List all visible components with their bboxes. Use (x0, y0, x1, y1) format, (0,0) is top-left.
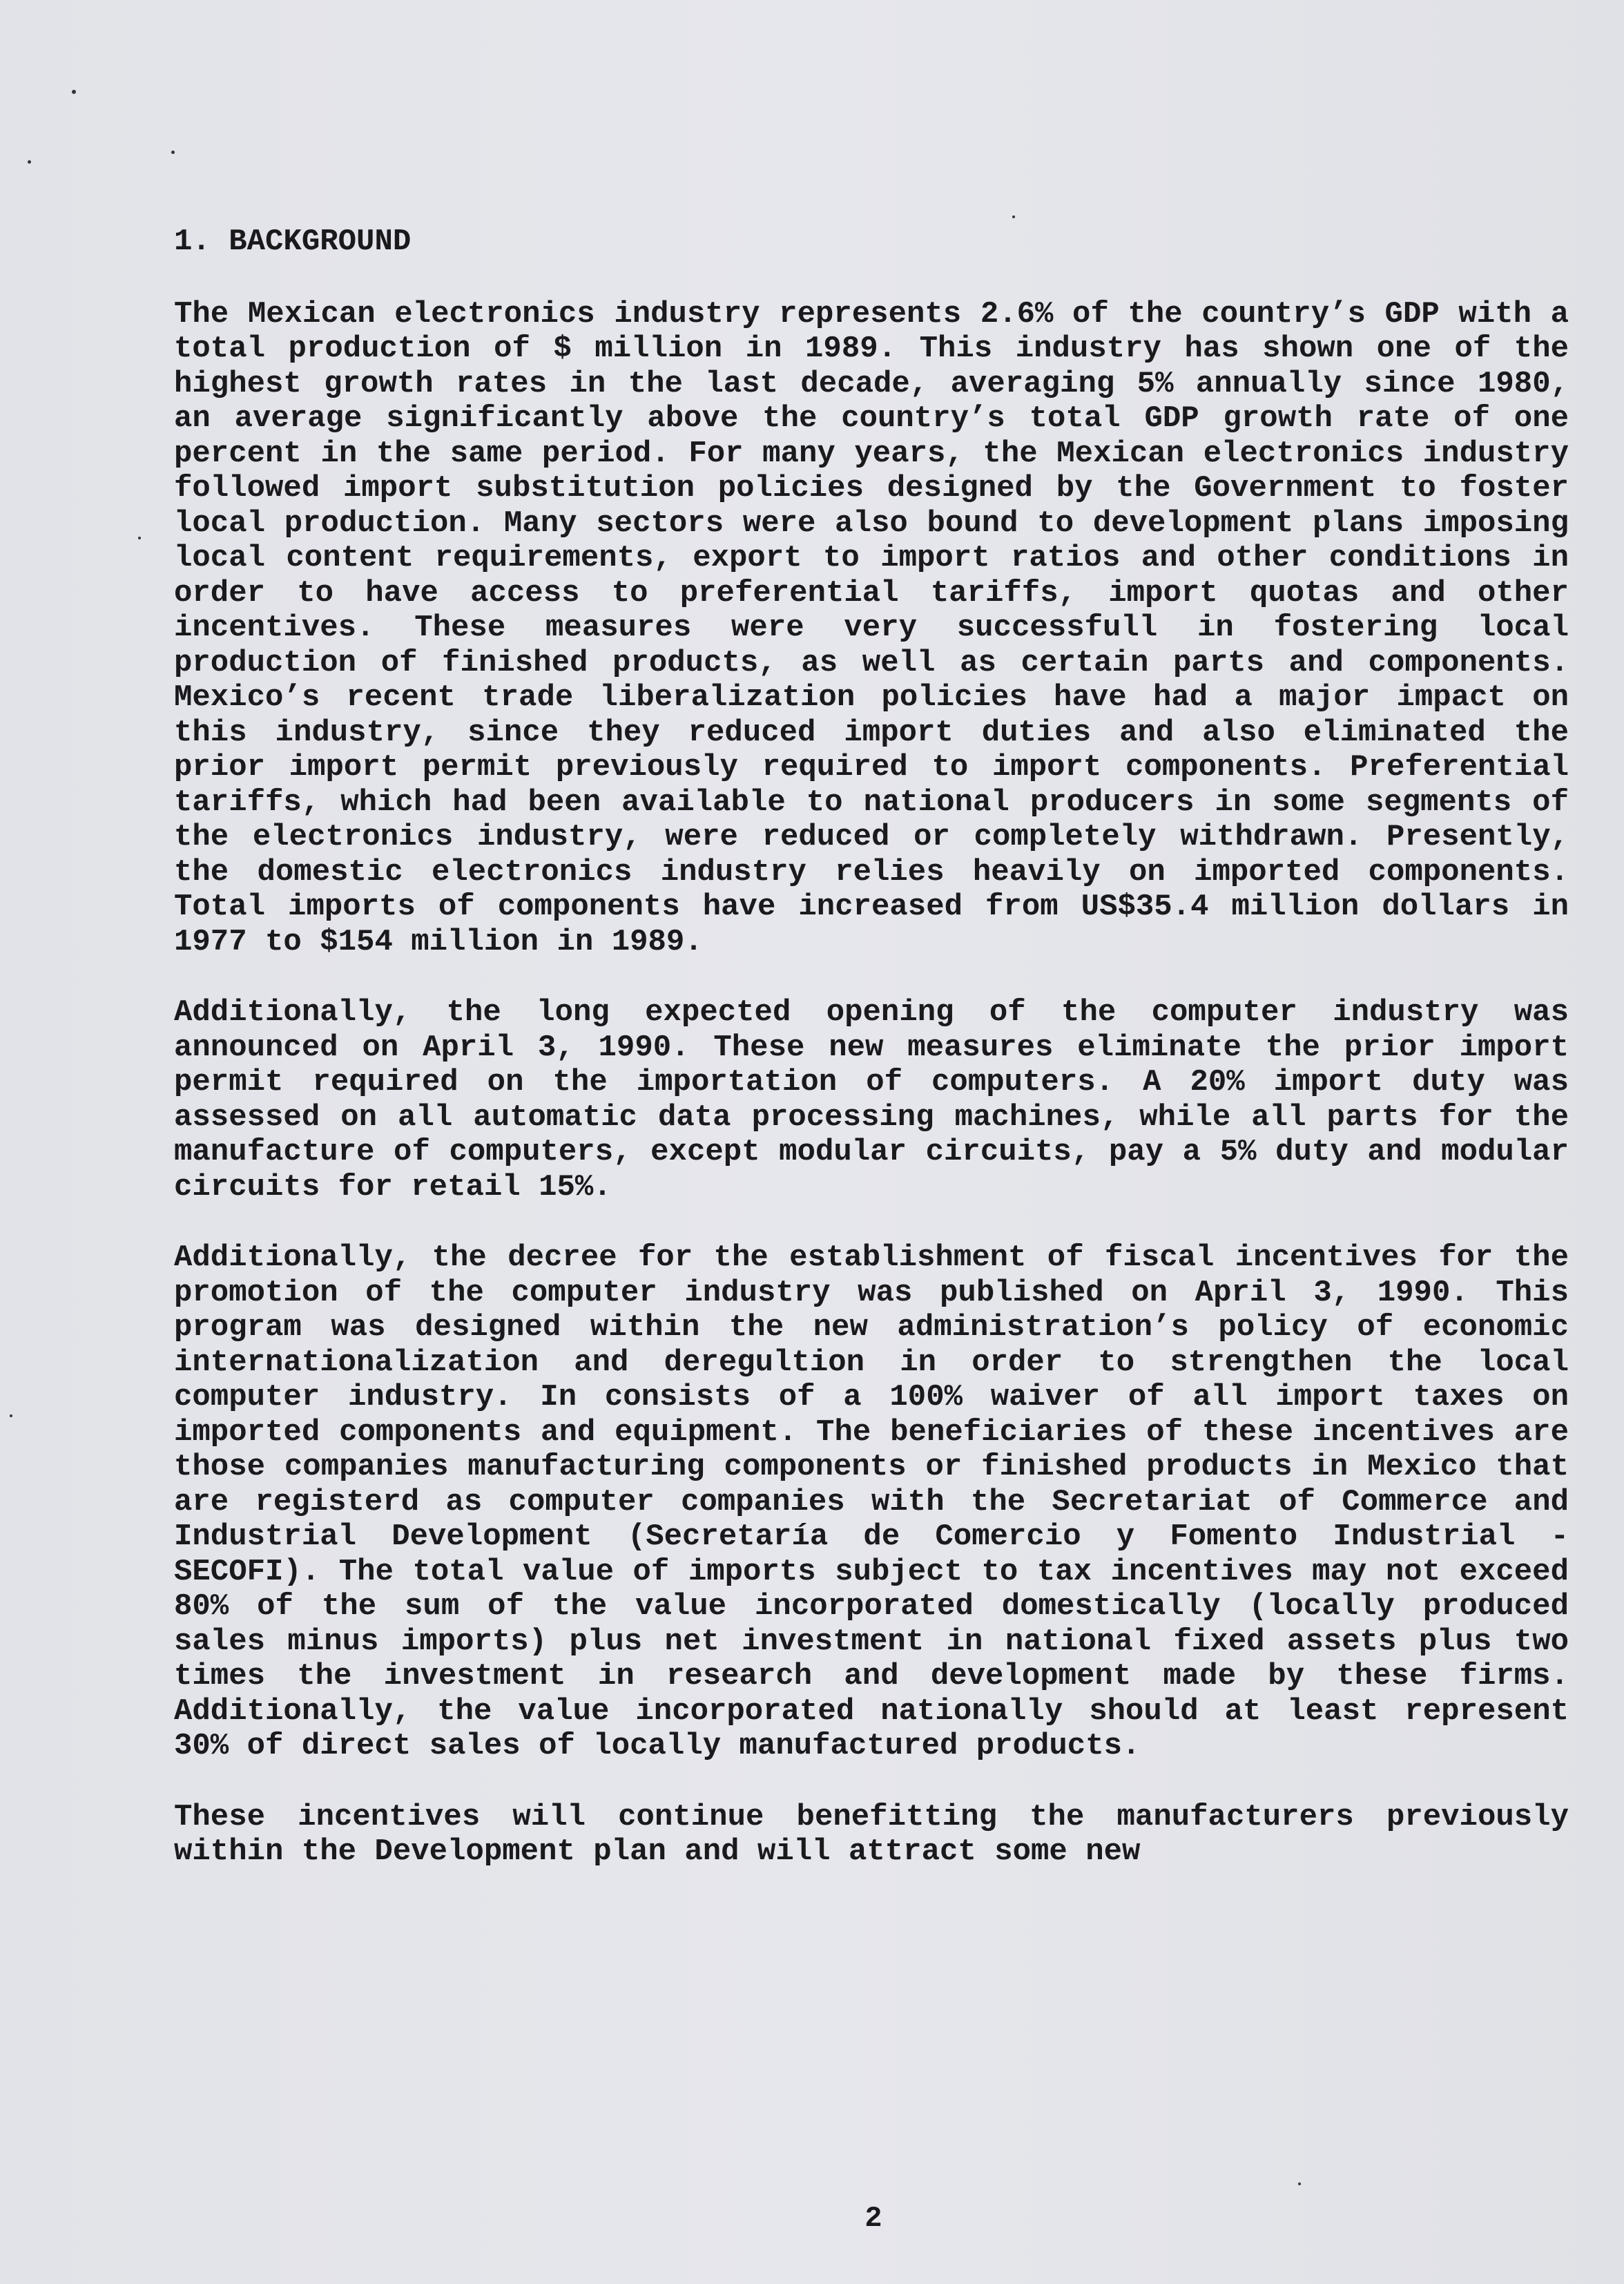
scan-speck (72, 90, 76, 94)
page-number: 2 (864, 2202, 882, 2235)
paragraph-fiscal-incentives: Additionally, the decree for the establishment of fiscal incentives for the promotion of the computer industry was published on April 3, 1990. This program was designed within the new administration’s policy of economic internationalization and deregultion in order to strengthen the local computer industry. In consists of a 100% waiver of all import taxes on imported components and equipment. The beneficiaries of these incentives are those companies manufacturing components or finished products in Mexico that are registerd as computer companies with the Secretariat of Commerce and Industrial Development (Secretaría de Comercio y Fomento Industrial - SECOFI). The total value of imports subject to tax incentives may not exceed 80% of the sum of the value incorporated domestically (locally produced sales minus imports) plus net investment in national fixed assets plus two times the investment in research and development made by these firms. Additionally, the value incorporated nationally should at least represent 30% of direct sales of locally manufactured products. (174, 1240, 1569, 1763)
section-heading: 1. BACKGROUND (174, 224, 412, 259)
paragraph-computer-opening: Additionally, the long expected opening of the computer industry was announced on April 3, 1990. These new measures eliminate the prior import permit required on the importation of computers. A 20% import duty was assessed on all automatic data processing machines, while all parts for the manufacture of computers, except modular circuits, pay a 5% duty and modular circuits for retail 15%. (174, 995, 1569, 1205)
scan-speck (1012, 215, 1015, 218)
paragraph-electronics-industry: The Mexican electronics industry represents 2.6% of the country’s GDP with a total production of $ million in 1989. This industry has shown one of the highest growth rates in the last decade, averaging 5% annually since 1980, an average significantly above the country’s total GDP growth rate of one percent in the same period. For many years, the Mexican electronics industry followed import substitution policies designed by the Government to foster local production. Many sectors were also bound to development plans imposing local content requirements, export to import ratios and other conditions in order to have access to preferential tariffs, import quotas and other incentives. These measures were very successfull in fostering local production of finished products, as well as certain parts and components. Mexico’s recent trade liberalization policies have had a major impact on this industry, since they reduced import duties and also eliminated the prior import permit previously required to import components. Preferential tariffs, which had been available to national producers in some segments of the electronics industry, were reduced or completely withdrawn. Presently, the domestic electronics industry relies heavily on imported components. Total imports of components have increased from US$35.4 million dollars in 1977 to $154 million in 1989. (174, 296, 1569, 959)
paragraph-incentives-continuation: These incentives will continue benefitting the manufacturers previously within the Development plan and will attract some new (174, 1799, 1569, 1869)
scan-speck (28, 160, 31, 164)
scan-speck (138, 537, 141, 539)
scan-speck (171, 151, 175, 154)
scan-speck (1298, 2182, 1301, 2185)
scan-speck (10, 1414, 12, 1417)
document-body (174, 224, 1569, 1870)
